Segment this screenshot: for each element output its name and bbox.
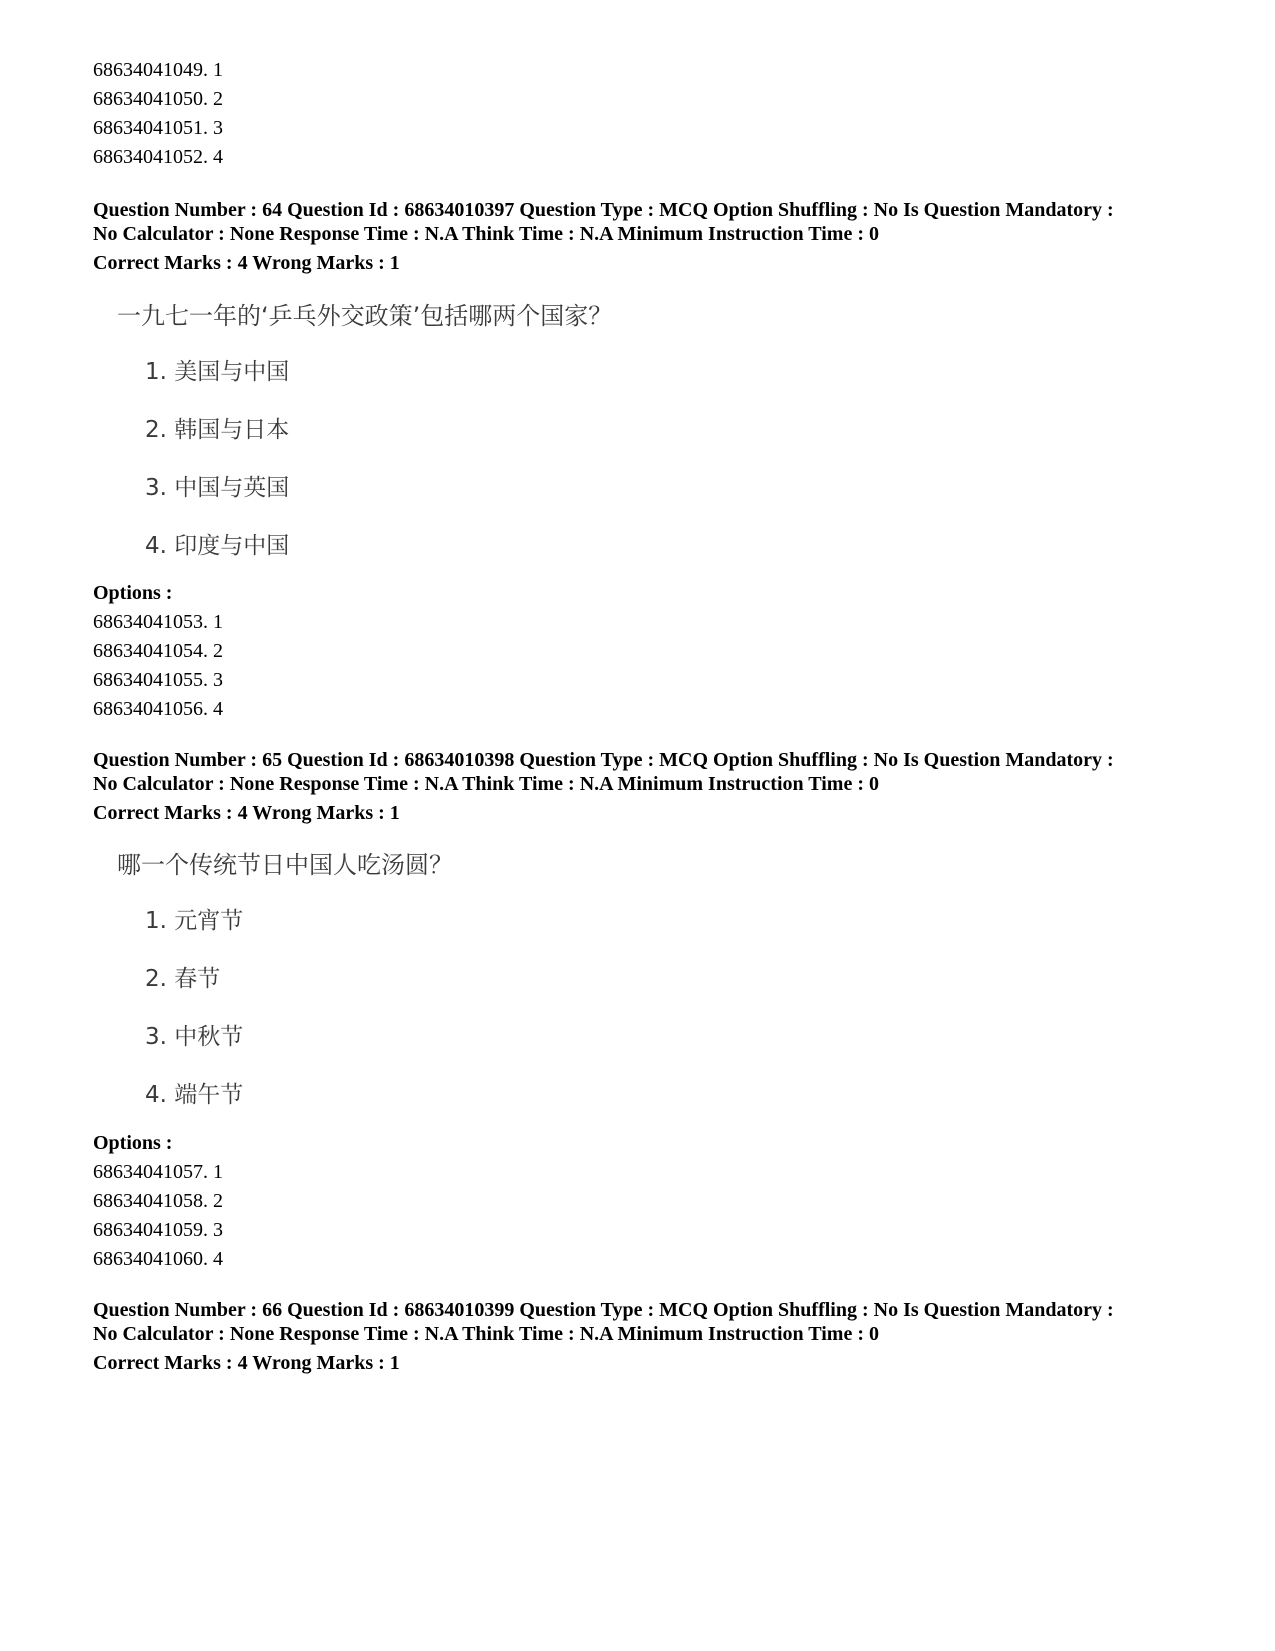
answer-choice: 2. 春节 [145,966,221,992]
question-meta-line: Question Number : 66 Question Id : 68634010399 Question Type : MCQ Option Shuffling : No Is Question Mandatory : [93,1299,1114,1321]
question-64-header [93,198,1114,275]
options-label: Options : [93,582,173,604]
option-id-line: 68634041051. 3 [93,117,223,139]
option-id-line: 68634041059. 3 [93,1219,223,1241]
option-id-line: 68634041057. 1 [93,1161,223,1183]
answer-choice: 3. 中秋节 [145,1024,244,1050]
option-id-line: 68634041058. 2 [93,1190,223,1212]
question-text: 一九七一年的‘乒乓外交政策’包括哪两个国家？ [117,302,613,330]
option-id-line: 68634041052. 4 [93,146,223,168]
answer-choice: 1. 美国与中国 [145,359,290,385]
option-id-line: 68634041053. 1 [93,611,223,633]
answer-choice: 3. 中国与英国 [145,475,290,501]
question-meta-line: Question Number : 64 Question Id : 68634010397 Question Type : MCQ Option Shuffling : No Is Question Mandatory : [93,199,1114,221]
marks-line: Correct Marks : 4 Wrong Marks : 1 [93,252,400,274]
marks-line: Correct Marks : 4 Wrong Marks : 1 [93,802,400,824]
option-id-line: 68634041054. 2 [93,640,223,662]
question-64-options [93,579,223,724]
question-65-header [93,748,1114,825]
answer-choice: 2. 韩国与日本 [145,417,290,443]
answer-choice: 4. 印度与中国 [145,533,290,559]
previous-options-list [93,56,223,172]
answer-choice: 1. 元宵节 [145,908,244,934]
question-meta-line: No Calculator : None Response Time : N.A Think Time : N.A Minimum Instruction Time : 0 [93,223,879,245]
question-65-content [117,849,453,1111]
question-meta-line: No Calculator : None Response Time : N.A Think Time : N.A Minimum Instruction Time : 0 [93,773,879,795]
option-id-line: 68634041056. 4 [93,698,223,720]
option-id-line: 68634041060. 4 [93,1248,223,1270]
option-id-line: 68634041049. 1 [93,59,223,81]
answer-choice: 4. 端午节 [145,1082,244,1108]
question-meta-line: No Calculator : None Response Time : N.A Think Time : N.A Minimum Instruction Time : 0 [93,1323,879,1345]
marks-line: Correct Marks : 4 Wrong Marks : 1 [93,1352,400,1374]
options-label: Options : [93,1132,173,1154]
question-66-header [93,1298,1114,1375]
option-id-line: 68634041055. 3 [93,669,223,691]
question-65-options [93,1129,223,1274]
question-meta-line: Question Number : 65 Question Id : 68634010398 Question Type : MCQ Option Shuffling : No Is Question Mandatory : [93,749,1114,771]
question-64-content [117,300,612,562]
question-text: 哪一个传统节日中国人吃汤圆？ [117,851,453,879]
option-id-line: 68634041050. 2 [93,88,223,110]
